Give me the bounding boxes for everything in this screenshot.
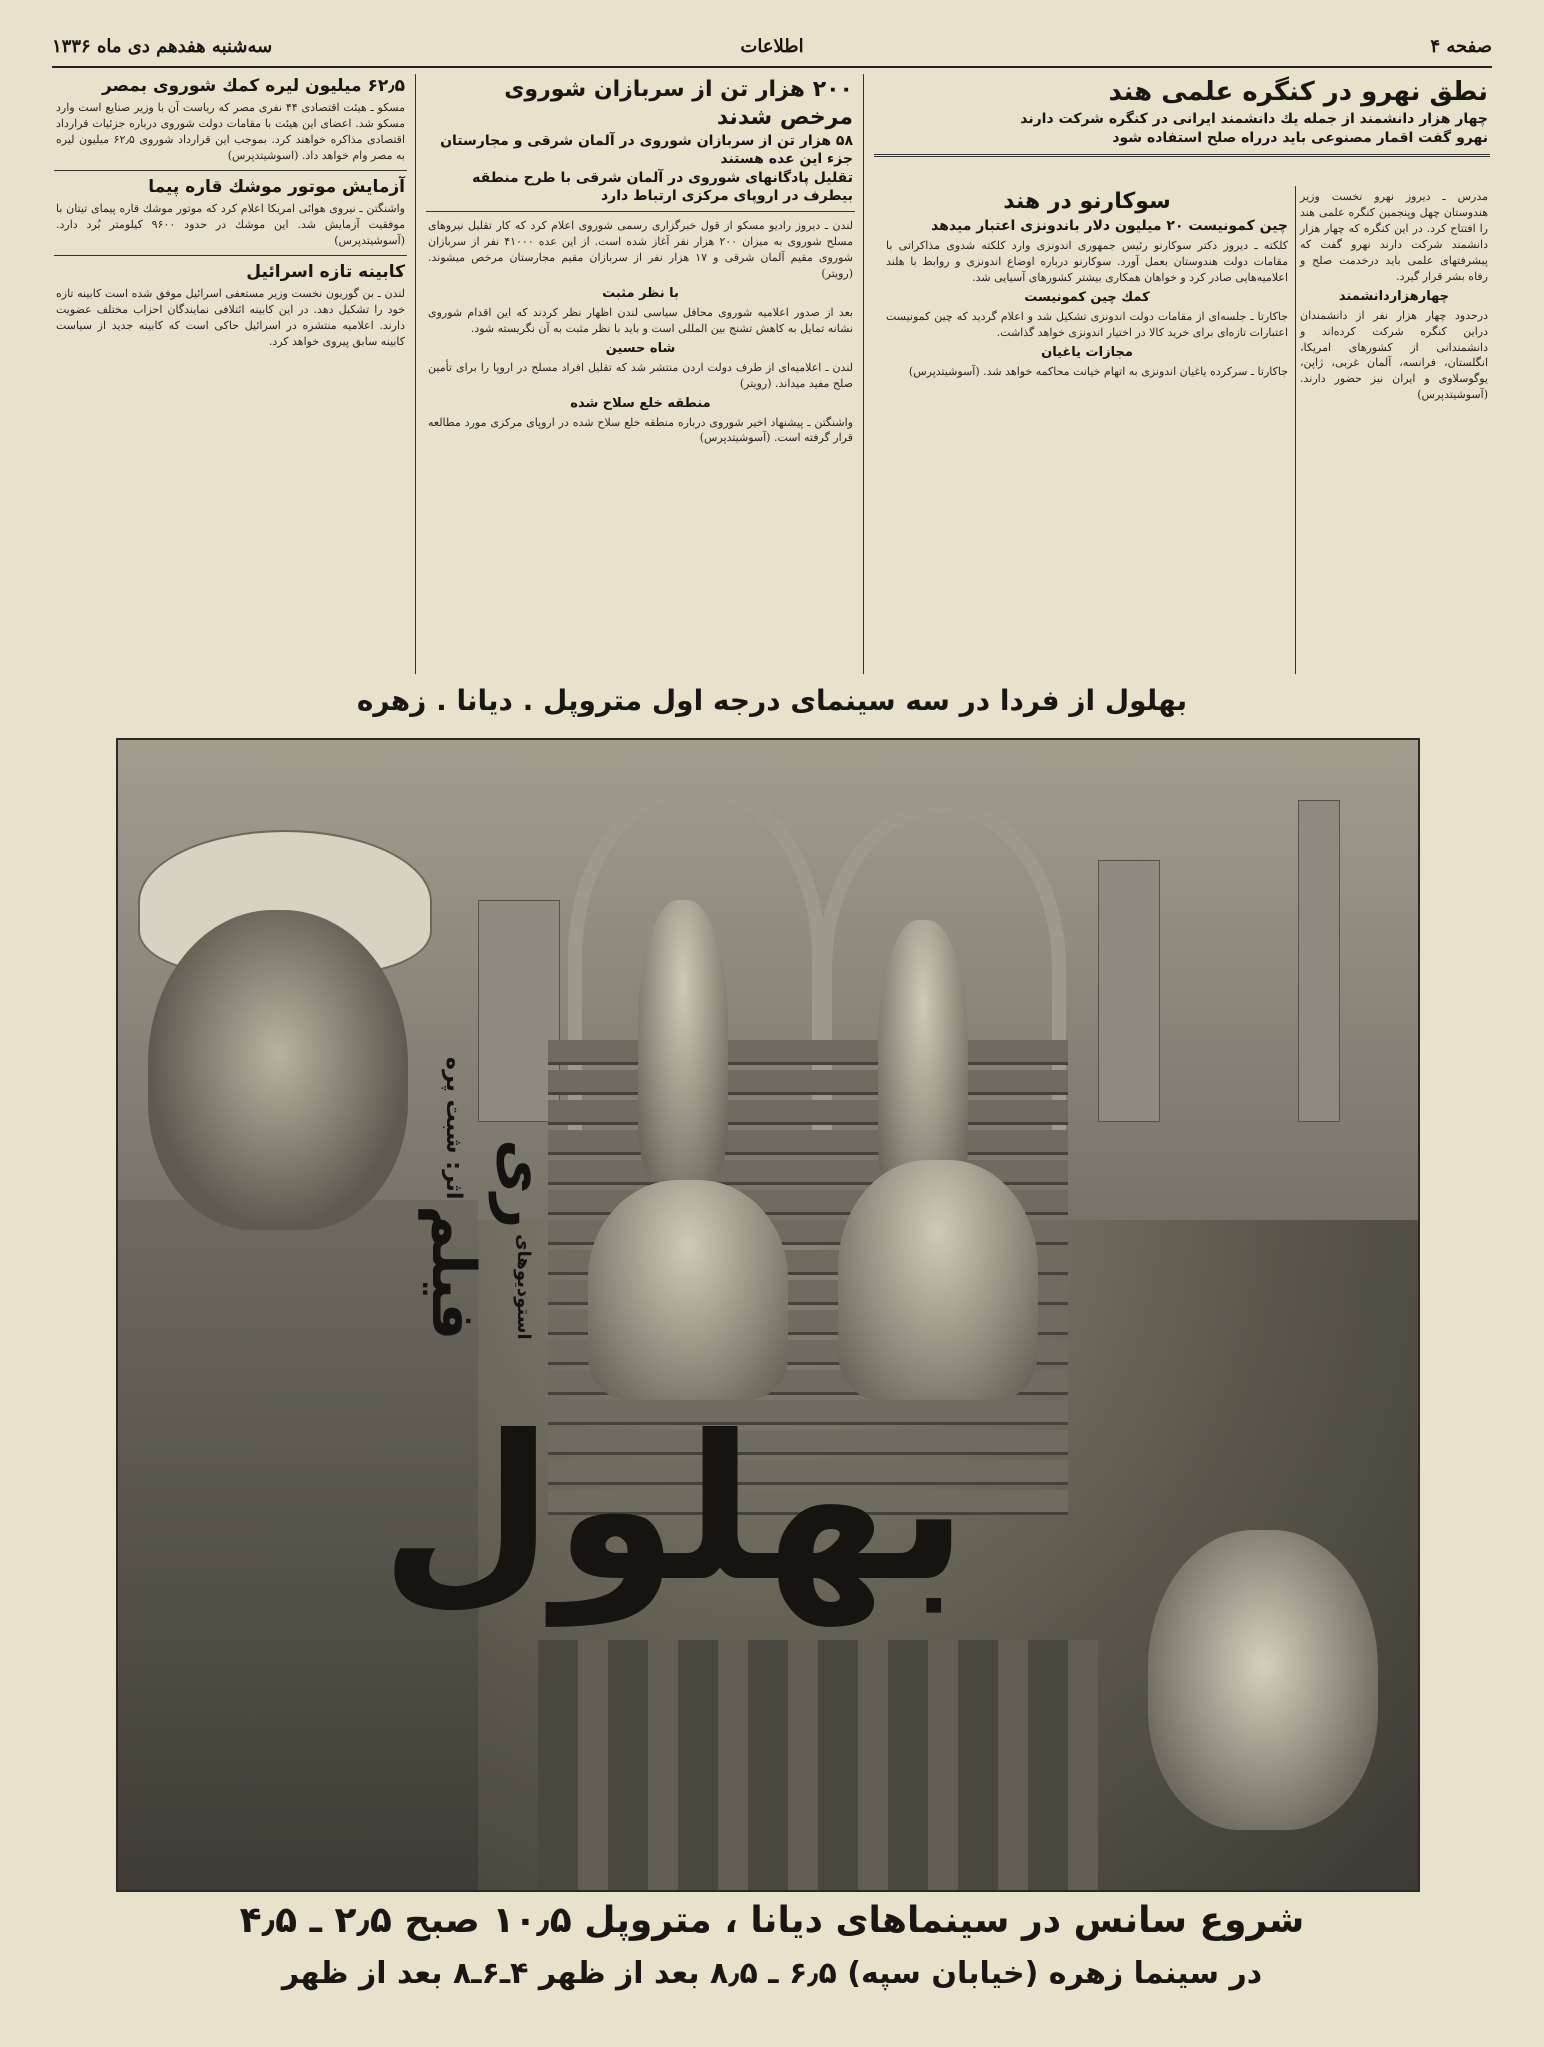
article-text: واشنگتن ـ پیشنهاد اخیر شوروی درباره منطقه خلع سلاح شده در اروپای مرکزی مورد مطالعه قرار گرفته است. (آسوشیتدپرس) bbox=[428, 415, 853, 445]
minaret bbox=[1298, 800, 1340, 1122]
article-text: لندن ـ دیروز رادیو مسکو از قول خبرگزاری رسمی شوروی اعلام کرد که کار تقلیل نیروهای مسلح شوروی به میزان ۲۰۰ هزار نفر آغاز شده است. از این عده ۴۱۰۰۰ نفر از سربازان شوروی مقیم آلمان شرقی و ۱۷ هزار نفر از سربازان مقیم مجارستان مرخص میشوند. (رویتر) bbox=[428, 219, 854, 280]
divider bbox=[874, 154, 1490, 157]
palace-tower bbox=[1098, 860, 1160, 1122]
section-head: با نظر مثبت bbox=[602, 285, 679, 301]
section-head: شاه حسین bbox=[605, 340, 676, 356]
subheadline: نهرو گفت اقمار مصنوعی باید درراه صلح استفاده شود bbox=[1112, 130, 1488, 146]
article-text: لندن ـ اعلامیه‌ای از طرف دولت اردن منتشر شد که تقلیل افراد مسلح در اروپا را برای تأمین صلح مفید میداند. (رویتر) bbox=[428, 360, 853, 390]
divider bbox=[54, 255, 407, 256]
news-section bbox=[52, 74, 1492, 674]
ad-title: بهلول از فردا در سه سینمای درجه اول متروپل . دیانا . زهره bbox=[356, 684, 1188, 717]
section-head: چهارهزاردانشمند bbox=[1338, 288, 1450, 304]
subheadline: ۵۸ هزار تن از سربازان شوروی در آلمان شرقی و مجارستان جزء این عده هستند bbox=[440, 133, 853, 167]
left-news-column bbox=[52, 74, 416, 674]
section-head: کمك چین کمونیست bbox=[1024, 289, 1150, 305]
studio-label: استودیو‌های bbox=[513, 1234, 534, 1340]
section-head: مجازات یاغیان bbox=[1041, 344, 1133, 360]
headline: سوکارنو در هند bbox=[1003, 189, 1171, 214]
actress-portrait bbox=[1148, 1530, 1378, 1830]
dancer-figure bbox=[638, 900, 728, 1180]
article-text: واشنگتن ـ نیروی هوائی امریکا اعلام کرد که موتور موشك قاره پیمای تیتان با موفقیت آزمایش شد. این موشك در حدود ۹۶۰۰ کیلومتر بُرد دارد. (آسوشیتدپرس) bbox=[56, 202, 406, 248]
article-text: مدرس ـ دیروز نهرو نخست وزیر هندوستان چهل وپنجمین کنگره علمی هند را افتتاح کرد. در این کنگره که چهار هزار دانشمند شرکت دارند نهرو گفت که پیشرفتهای علمی باید درخدمت صلح و رفاه بشر قرار گیرد. bbox=[1300, 190, 1488, 283]
headline: ۶۲٫۵ میلیون لیره کمك شوروی بمصر bbox=[101, 76, 405, 96]
masthead bbox=[52, 30, 1492, 68]
sukarno-article bbox=[882, 186, 1292, 383]
subheadline: چهار هزار دانشمند از جمله یك دانشمند ایرانی در کنگره شرکت دارند bbox=[1020, 110, 1488, 127]
headline: ۲۰۰ هزار تن از سربازان شوروی مرخص شدند bbox=[504, 77, 853, 130]
showtimes-line: شروع سانس در سینماهای دیانا ، متروپل ۱۰٫۵ صبح ۲٫۵ ـ ۴٫۵ bbox=[239, 1900, 1305, 1941]
article-text: درحدود چهار هزار نفر از دانشمندان دراین کنگره شرکت کرده‌اند و دانشمندانی از کشورهای امریکا، انگلستان، فرانسه، آلمان غربی، ژاپن، یوگوسلاوی و ایران نیز حضور دارند. (آسوشیتدپرس) bbox=[1300, 308, 1488, 402]
headline: آزمایش موتور موشك قاره پیما bbox=[148, 177, 405, 197]
dancer-figure bbox=[588, 1180, 788, 1400]
director-credit: اثر: شبت پره bbox=[441, 1056, 466, 1200]
section-head: منطقه خلع سلاح شده bbox=[570, 395, 711, 411]
dancer-figure bbox=[878, 920, 968, 1200]
article-text: جاکارتا ـ سرکرده یاغیان اندونزی به اتهام خیانت محاکمه خواهد شد. (آسوشیتدپرس) bbox=[908, 364, 1288, 378]
dancer-figure bbox=[838, 1160, 1038, 1400]
headline: کابینه تازه اسرائیل bbox=[246, 262, 405, 283]
film-title: بهلول bbox=[380, 1393, 968, 1626]
article-text: لندن ـ بن گوریون نخست وزیر مستعفی اسرائیل موفق شده است کابینه تازه خود را تشکیل دهد. در این کابینه ائتلافی نمایندگان احزاب مختلف عضویت دارند. اعلامیه منتشره در اسرائیل حاکی است که کابینه جدید از سیاست کابینه سابق پیروی خواهد کرد. bbox=[56, 287, 405, 349]
divider bbox=[426, 211, 855, 212]
bahlul-actor-face bbox=[148, 910, 408, 1230]
nehru-article bbox=[872, 74, 1492, 674]
article-text: مسکو ـ هیئت اقتصادی ۴۴ نفری مصر که ریاست آن با وزیر صنایع است وارد مسکو شد. اعضای این هیئت با مقامات دولت شوروی درباره جزئیات قرارداد اقتصادی مذاکره خواهند کرد. بموجب این قرارداد شوروی ۶۲٫۵ میلیون لیره به مصر وام خواهد داد. (اسوشیتدپرس) bbox=[56, 101, 406, 163]
article-text: جاکارتا ـ جلسه‌ای از مقامات دولت اندونزی تشکیل شد و اعلام گردید که چین کمونیست اعتبارات تازه‌ای برای خرید کالا در اختیار اندونزی خواهد گذاشت. bbox=[886, 309, 1288, 339]
paper-name: اطلاعات bbox=[740, 36, 804, 57]
headline: نطق نهرو در کنگره علمی هند bbox=[1108, 77, 1488, 107]
article-text: کلکته ـ دیروز دکتر سوکارنو رئیس جمهوری اندونزی وارد کلکته شدوی مذاکراتی با مقامات دولت هندوستان بعمل آورد. سوکارنو درباره اوضاع اندونزی و روابط با هلند اعلامیه‌هایی صادر کرد و خواهان همکاری بیشتر کشورهای آسیایی شد. bbox=[886, 239, 1288, 284]
crowd-scene bbox=[538, 1640, 1098, 1890]
article-text: بعد از صدور اعلامیه شوروی محافل سیاسی لندن اظهار نظر کردند که این اقدام شوروی نشانه تمایل به کاهش تشنج بین المللی است و باید با نظر مثبت به آن نگریسته شود. bbox=[428, 305, 853, 335]
page-number: صفحه ۴ bbox=[1430, 36, 1492, 57]
subheadline: چین کمونیست ۲۰ میلیون دلار باندونزی اعتبار میدهد bbox=[931, 217, 1288, 234]
issue-date: سه‌شنبه هفدهم دی ماه ۱۳۳۶ bbox=[52, 36, 273, 57]
studio-name: ری فیلم bbox=[418, 1139, 558, 1340]
nehru-body bbox=[1295, 186, 1492, 674]
studio-credit bbox=[418, 1040, 558, 1340]
showtimes bbox=[52, 1900, 1492, 2010]
subheadline: تقلیل پادگانهای شوروی در آلمان شرقی با طرح منطقه بیطرف در اروپای مرکزی ارتباط دارد bbox=[472, 170, 853, 204]
film-poster bbox=[116, 738, 1420, 1892]
divider bbox=[54, 170, 407, 171]
soviet-troops-article bbox=[424, 74, 864, 674]
showtimes-line: در سینما زهره (خیابان سپه) ۶٫۵ ـ ۸٫۵ بعد از ظهر ۴ـ۶ـ۸ بعد از ظهر bbox=[281, 1956, 1263, 1991]
